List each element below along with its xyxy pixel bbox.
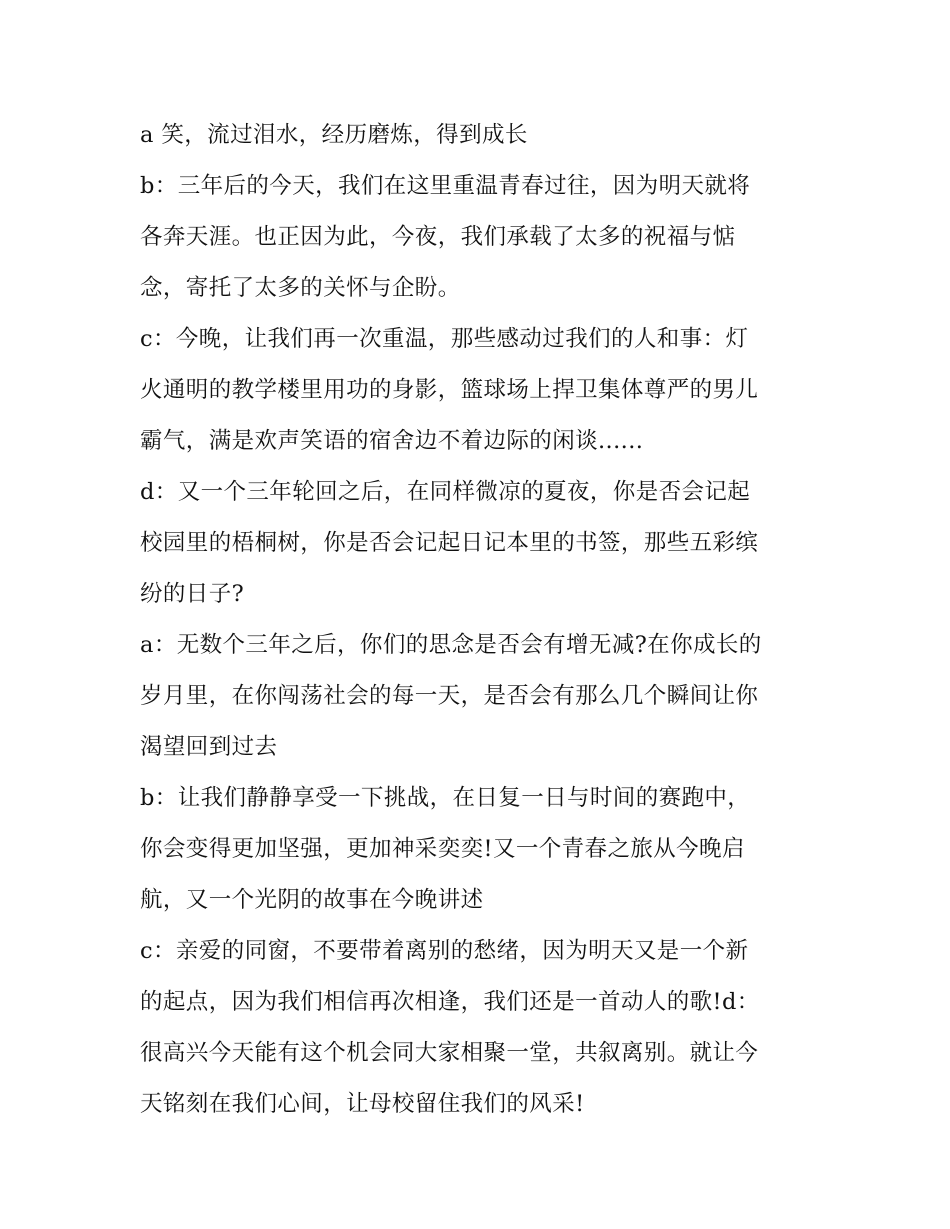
text-line: 的起点，因为我们相信再次相逢，我们还是一首动人的歌!d： bbox=[140, 989, 760, 1015]
text-line: d：又一个三年轮回之后，在同样微凉的夏夜，你是否会记起 bbox=[140, 479, 751, 505]
text-line: 渴望回到过去 bbox=[140, 734, 278, 760]
text-line: 纷的日子? bbox=[140, 581, 245, 607]
text-line: b：让我们静静享受一下挑战，在日复一日与时间的赛跑中， bbox=[140, 785, 751, 811]
text-line: 各奔天涯。也正因为此，今夜，我们承载了太多的祝福与惦 bbox=[140, 224, 736, 250]
text-line: 霸气，满是欢声笑语的宿舍边不着边际的闲谈...... bbox=[140, 428, 644, 454]
text-line: 航，又一个光阴的故事在今晚讲述 bbox=[140, 887, 484, 913]
text-line: 很高兴今天能有这个机会同大家相聚一堂，共叙离别。就让今 bbox=[140, 1040, 759, 1066]
text-line: b：三年后的今天，我们在这里重温青春过往，因为明天就将 bbox=[140, 173, 751, 199]
document-text bbox=[140, 110, 820, 1130]
text-line: a：无数个三年之后，你们的思念是否会有增无减?在你成长的 bbox=[140, 632, 762, 658]
text-line: c：今晚，让我们再一次重温，那些感动过我们的人和事：灯 bbox=[140, 326, 749, 352]
text-line: 你会变得更加坚强，更加神采奕奕!又一个青春之旅从今晚启 bbox=[140, 836, 745, 862]
text-line: c：亲爱的同窗，不要带着离别的愁绪，因为明天又是一个新 bbox=[140, 938, 749, 964]
text-line: 天铭刻在我们心间，让母校留住我们的风采! bbox=[140, 1091, 585, 1117]
text-line: 火通明的教学楼里用功的身影，篮球场上捍卫集体尊严的男儿 bbox=[140, 377, 759, 403]
text-line: 校园里的梧桐树，你是否会记起日记本里的书签，那些五彩缤 bbox=[140, 530, 759, 556]
text-line: 念，寄托了太多的关怀与企盼。 bbox=[140, 275, 461, 301]
text-line: 岁月里，在你闯荡社会的每一天，是否会有那么几个瞬间让你 bbox=[140, 683, 759, 709]
text-line: a 笑，流过泪水，经历磨炼，得到成长 bbox=[140, 122, 528, 148]
